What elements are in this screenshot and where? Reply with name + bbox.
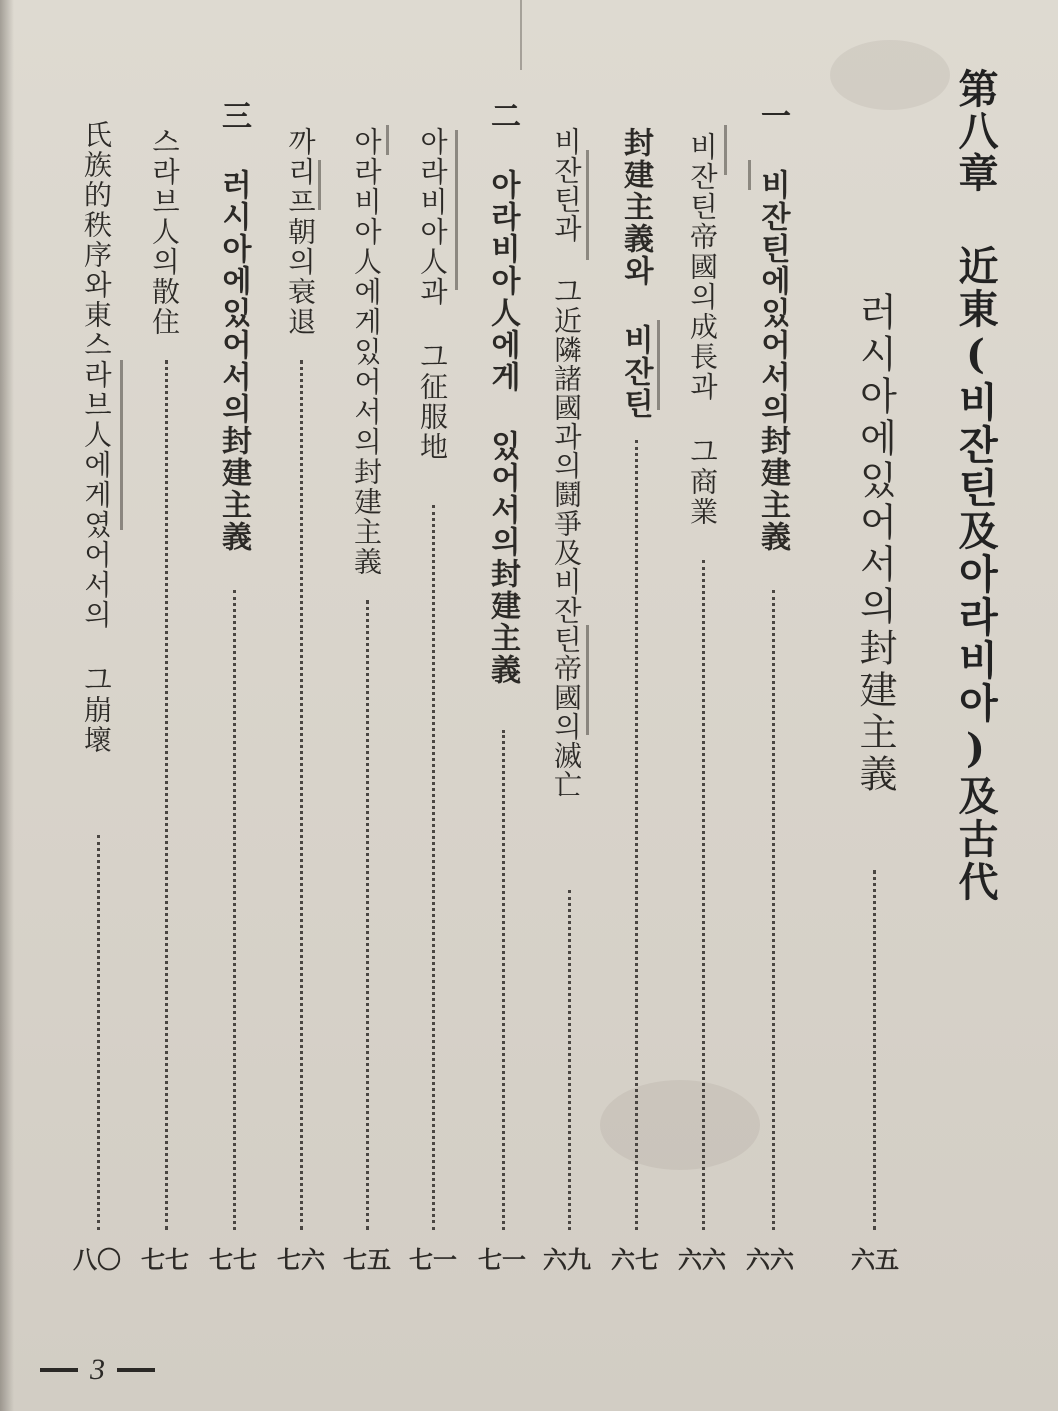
- toc-subentry[interactable]: 封建主義와 비잔틴: [618, 127, 653, 420]
- toc-section-title[interactable]: 一 비잔틴에있어서의封建主義: [755, 100, 790, 553]
- leader-dots: [366, 600, 369, 1230]
- top-crease-mark: [520, 0, 522, 70]
- chapter-subtitle: 러시아에있어서의封建主義: [853, 292, 897, 796]
- folio-dash-left: [40, 1368, 78, 1372]
- page-number: 六七: [611, 1245, 659, 1274]
- toc-subentry[interactable]: 까리프朝의衰退: [284, 127, 317, 337]
- folio-dash-right: [117, 1368, 155, 1372]
- underline-mark: [455, 130, 458, 290]
- page-number: 七一: [478, 1245, 526, 1274]
- leader-dots: [568, 890, 571, 1230]
- page-number: 七六: [277, 1245, 325, 1274]
- paper-stain: [600, 1080, 760, 1170]
- page-number: 六六: [678, 1245, 726, 1274]
- page-number: 六六: [746, 1245, 794, 1274]
- page-number: 八〇: [73, 1245, 121, 1274]
- page-number: 六九: [543, 1245, 591, 1274]
- leader-dots: [97, 835, 100, 1230]
- page-number: 七七: [209, 1245, 257, 1274]
- underline-mark: [657, 320, 660, 410]
- leader-dots: [165, 360, 168, 1230]
- page-number: 七五: [343, 1245, 391, 1274]
- toc-subentry[interactable]: 아라비아人과 그征服地: [416, 127, 449, 462]
- underline-mark: [120, 360, 123, 530]
- toc-subentry[interactable]: 비잔틴帝國의成長과 그商業: [686, 132, 719, 527]
- leader-dots: [702, 560, 705, 1230]
- toc-subentry[interactable]: 스라브人의散住: [148, 127, 181, 337]
- underline-mark: [724, 125, 727, 175]
- paper-stain: [830, 40, 950, 110]
- page-number: 六五: [851, 1245, 899, 1274]
- page-number: 七七: [141, 1245, 189, 1274]
- toc-section-title[interactable]: 三 러시아에있어서의封建主義: [216, 100, 251, 553]
- page-fold-shadow: [0, 0, 14, 1411]
- leader-dots: [502, 730, 505, 1230]
- chapter-number-label: 第八章: [952, 68, 999, 194]
- leader-dots: [233, 590, 236, 1230]
- underline-mark: [386, 125, 389, 155]
- leader-dots: [772, 590, 775, 1230]
- leader-dots: [873, 870, 876, 1230]
- chapter-title: 近東(비잔틴及아라비아)及古代: [952, 245, 999, 904]
- page-number: 七一: [409, 1245, 457, 1274]
- toc-section-title[interactable]: 二 아라비아人에게 있어서의封建主義: [485, 100, 520, 686]
- leader-dots: [300, 360, 303, 1230]
- underline-mark: [748, 160, 751, 190]
- leader-dots: [635, 440, 638, 1230]
- toc-subentry[interactable]: 氏族的秩序와東스라브人에게였어서의 그崩壞: [80, 120, 113, 755]
- leader-dots: [432, 505, 435, 1230]
- folio: [40, 1350, 210, 1390]
- underline-mark: [586, 150, 589, 260]
- toc-subentry[interactable]: 비잔틴과 그近隣諸國과의鬪爭及비잔틴帝國의滅亡: [550, 127, 583, 799]
- folio-number: 3: [90, 1353, 105, 1386]
- toc-subentry[interactable]: 아라비아人에게있어서의封建主義: [350, 127, 383, 577]
- underline-mark: [586, 625, 589, 735]
- underline-mark: [318, 160, 321, 210]
